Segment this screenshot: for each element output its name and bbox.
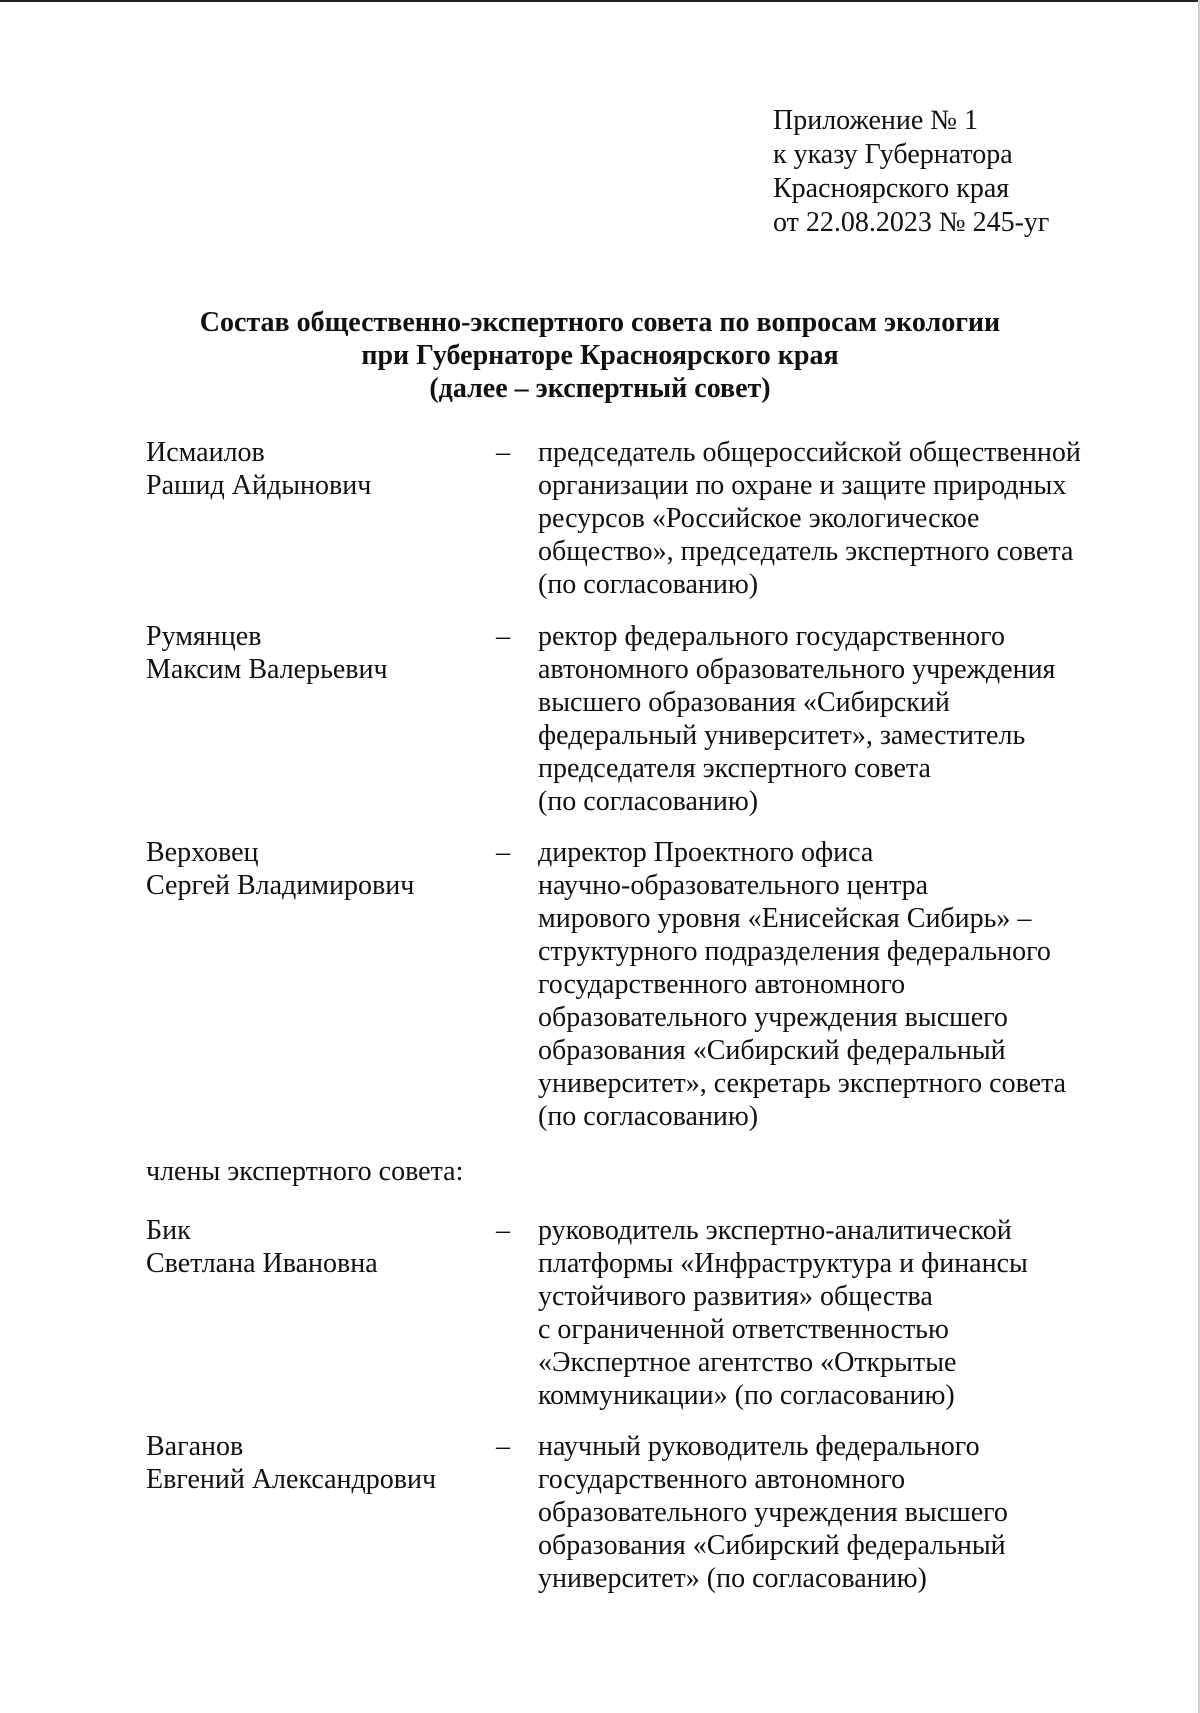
person-surname: Румянцев (146, 621, 262, 652)
position-line: председатель общероссийской общественной (538, 437, 1081, 468)
position-line: университет», секретарь экспертного совета (538, 1068, 1067, 1099)
position-line: председателя экспертного совета (538, 753, 931, 784)
position-line: ресурсов «Российское экологическое (538, 503, 980, 534)
title-line: Состав общественно-экспертного совета по вопросам экологии (199, 307, 1001, 338)
person-given-names: Максим Валерьевич (146, 654, 388, 685)
entry-dash: – (496, 837, 510, 868)
appendix-line: к указу Губернатора (773, 139, 1013, 170)
person-name (146, 1430, 476, 1496)
position-line: образовательного учреждения высшего (538, 1002, 1008, 1033)
appendix-line: Красноярского края (773, 173, 1010, 204)
person-name (146, 436, 476, 502)
position-line: государственного автономного (538, 1464, 906, 1495)
position-line: мирового уровня «Енисейская Сибирь» – (538, 903, 1032, 934)
person-given-names: Светлана Ивановна (146, 1248, 378, 1279)
document-title (0, 306, 1200, 405)
person-surname: Бик (146, 1215, 191, 1246)
person-name (146, 620, 476, 686)
position-line: структурного подразделения федерального (538, 936, 1051, 967)
person-position (538, 1430, 1098, 1595)
entry-dash: – (496, 1215, 510, 1246)
scan-border-top (0, 0, 1200, 2)
position-line: автономного образовательного учреждения (538, 654, 1056, 685)
person-given-names: Сергей Владимирович (146, 870, 415, 901)
position-line: федеральный университет», заместитель (538, 720, 1026, 751)
person-name (146, 1214, 476, 1280)
person-surname: Верховец (146, 837, 259, 868)
appendix-header (773, 104, 1049, 240)
position-line: высшего образования «Сибирский (538, 687, 950, 718)
position-line: научно-образовательного центра (538, 870, 929, 901)
position-line: (по согласованию) (538, 786, 759, 817)
person-position (538, 436, 1098, 601)
person-given-names: Евгений Александрович (146, 1464, 437, 1495)
position-line: государственного автономного (538, 969, 906, 1000)
appendix-line: Приложение № 1 (773, 105, 978, 136)
person-position (538, 836, 1098, 1133)
position-line: общество», председатель экспертного совета (538, 536, 1074, 567)
position-line: руководитель экспертно-аналитической (538, 1215, 1012, 1246)
members-section-label: члены экспертного совета: (146, 1156, 464, 1187)
appendix-line: от 22.08.2023 № 245-уг (773, 207, 1050, 238)
title-line: (далее – экспертный совет) (429, 373, 771, 404)
position-line: (по согласованию) (538, 1101, 759, 1132)
entry-dash: – (496, 621, 510, 652)
position-line: образовательного учреждения высшего (538, 1497, 1008, 1528)
position-line: коммуникации» (по согласованию) (538, 1380, 955, 1411)
position-line: устойчивого развития» общества (538, 1281, 933, 1312)
position-line: образования «Сибирский федеральный (538, 1035, 1006, 1066)
position-line: (по согласованию) (538, 569, 759, 600)
person-surname: Исмаилов (146, 437, 265, 468)
position-line: университет» (по согласованию) (538, 1563, 927, 1594)
title-line: при Губернаторе Красноярского края (361, 340, 839, 371)
position-line: образования «Сибирский федеральный (538, 1530, 1006, 1561)
position-line: директор Проектного офиса (538, 837, 874, 868)
person-surname: Ваганов (146, 1431, 244, 1462)
person-position (538, 620, 1098, 818)
entry-dash: – (496, 1431, 510, 1462)
position-line: платформы «Инфраструктура и финансы (538, 1248, 1028, 1279)
position-line: с ограниченной ответственностью (538, 1314, 949, 1345)
person-given-names: Рашид Айдынович (146, 470, 372, 501)
position-line: ректор федерального государственного (538, 621, 1005, 652)
person-name (146, 836, 476, 902)
entry-dash: – (496, 437, 510, 468)
position-line: «Экспертное агентство «Открытые (538, 1347, 957, 1378)
position-line: научный руководитель федерального (538, 1431, 980, 1462)
person-position (538, 1214, 1098, 1412)
position-line: организации по охране и защите природных (538, 470, 1067, 501)
